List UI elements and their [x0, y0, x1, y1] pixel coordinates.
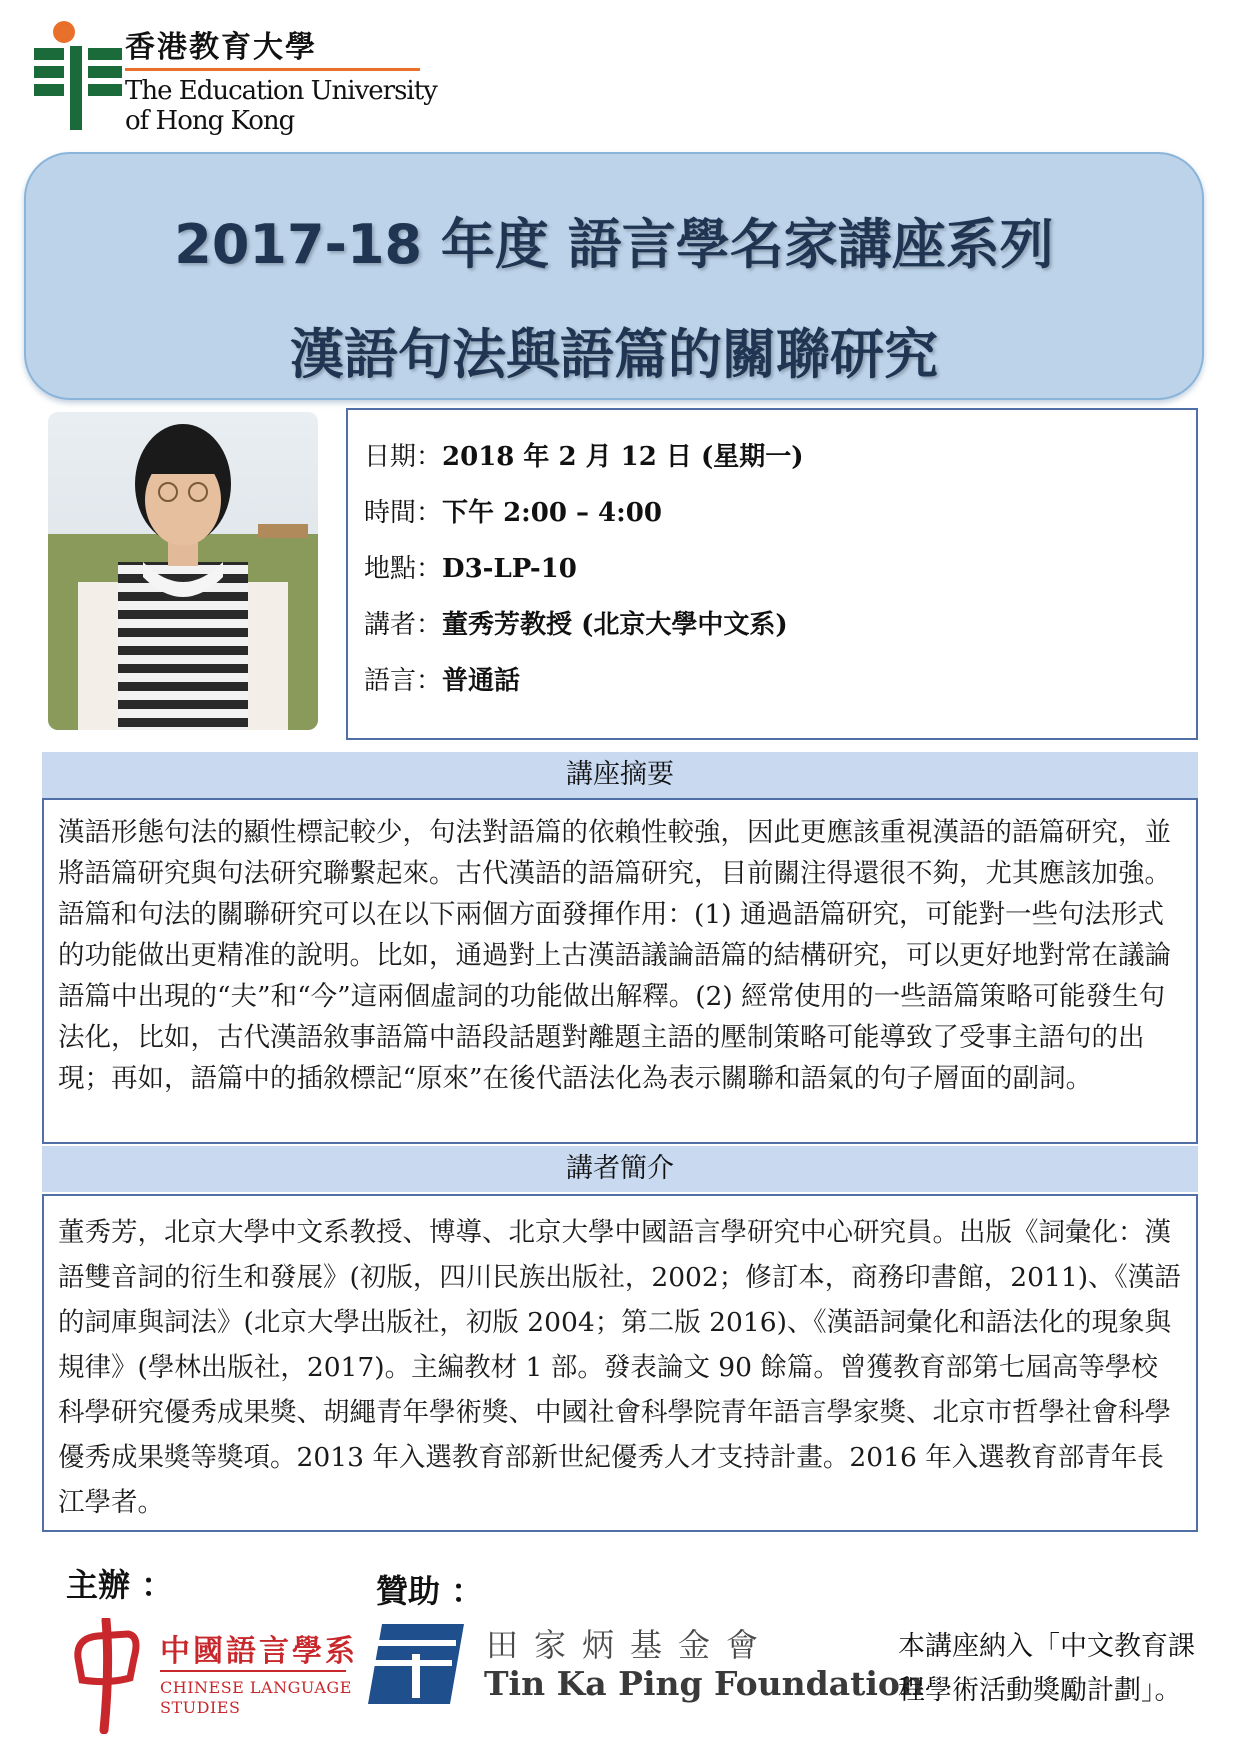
organizer-divider [160, 1670, 346, 1672]
scheme-note-line2: 程學術活動獎勵計劃」。 [898, 1675, 1182, 1706]
bio-box [42, 1194, 1198, 1532]
university-name-en-line2: of Hong Kong [125, 106, 295, 136]
abstract-heading: 講座摘要 [42, 752, 1198, 798]
organizer-name-zh: 中國語言學系 [160, 1634, 358, 1669]
language-row [364, 660, 520, 697]
university-name-zh: 香港教育大學 [125, 30, 317, 65]
language-label: 語言： [364, 666, 443, 696]
time-value: 下午 2:00 – 4:00 [442, 498, 662, 528]
venue-row [364, 548, 577, 585]
bio-text: 董秀芳，北京大學中文系教授、博導、北京大學中國語言學研究中心研究員。出版《詞彙化：漢語雙音詞的衍生和發展》(初版，四川民族出版社，2002；修訂本，商務印書館，2011)、《漢語的詞庫與詞法》(北京大學出版社，初版 2004；第二版 2016)、《漢語詞彙化和語法化的現象與規律》(學林出版社，2017)。主編教材 1 部。發表論文 90 餘篇。曾獲教育部第七屆高等學校科學研究優秀成果獎、胡繩青年學術獎、中國社會科學院青年語言學家獎、北京市哲學社會科學優秀成果獎等獎項。2013 年入選教育部新世紀優秀人才支持計畫。2016 年入選教育部青年長江學者。 [58, 1217, 1181, 1518]
venue-label: 地點： [364, 554, 443, 584]
speaker-label: 講者： [364, 610, 443, 640]
date-row [364, 436, 804, 473]
sponsor-label: 贊助 ： [376, 1572, 484, 1610]
organizer-label: 主辦 ： [66, 1566, 174, 1604]
date-label: 日期： [364, 442, 443, 472]
speaker-row [364, 604, 788, 641]
time-label: 時間： [364, 498, 443, 528]
bio-heading: 講者簡介 [42, 1146, 1198, 1192]
date-value: 2018 年 2 月 12 日 (星期一) [442, 442, 804, 472]
lecture-title: 漢語句法與語篇的關聯研究 [290, 323, 938, 386]
organizer-name-en-line2: STUDIES [160, 1698, 241, 1717]
language-value: 普通話 [442, 666, 521, 696]
sponsor-name-zh: 田家炳基金會 [486, 1626, 775, 1664]
scheme-note-line1: 本講座納入「中文教育課 [898, 1631, 1195, 1662]
event-info-box [346, 408, 1198, 740]
tin-ka-ping-logo [368, 1614, 924, 1724]
venue-value: D3-LP-10 [442, 554, 577, 584]
zhong-calligraphy-icon [68, 1618, 148, 1734]
abstract-box [42, 798, 1198, 1144]
time-row [364, 492, 662, 529]
speaker-value: 董秀芳教授 (北京大學中文系) [442, 610, 788, 640]
sponsor-name-en: Tin Ka Ping Foundation [484, 1664, 924, 1703]
eduhk-emblem-icon [30, 20, 140, 132]
title-banner [24, 152, 1204, 400]
speaker-photo [48, 412, 318, 730]
university-name-en-line1: The Education University [125, 76, 437, 106]
tkp-emblem-icon [368, 1624, 464, 1704]
series-title: 2017-18 年度 語言學名家講座系列 [174, 213, 1054, 276]
logo-divider [125, 68, 420, 71]
abstract-text: 漢語形態句法的顯性標記較少，句法對語篇的依賴性較強，因此更應該重視漢語的語篇研究，並將語篇研究與句法研究聯繫起來。古代漢語的語篇研究，目前關注得還很不夠，尤其應該加強。語篇和句法的關聯研究可以在以下兩個方面發揮作用：(1) 通過語篇研究，可能對一些句法形式的功能做出更精准的說明。比如，通過對上古漢語議論語篇的結構研究，可以更好地對常在議論語篇中出現的“夫”和“今”這兩個虛詞的功能做出解釋。(2) 經常使用的一些語篇策略可能發生句法化，比如，古代漢語敘事語篇中語段話題對離題主語的壓制策略可能導致了受事主語句的出現；再如，語篇中的插敘標記“原來”在後代語法化為表示關聯和語氣的句子層面的副詞。 [58, 817, 1171, 1094]
chinese-language-studies-logo [68, 1618, 358, 1738]
organizer-name-en-line1: CHINESE LANGUAGE [160, 1678, 352, 1697]
